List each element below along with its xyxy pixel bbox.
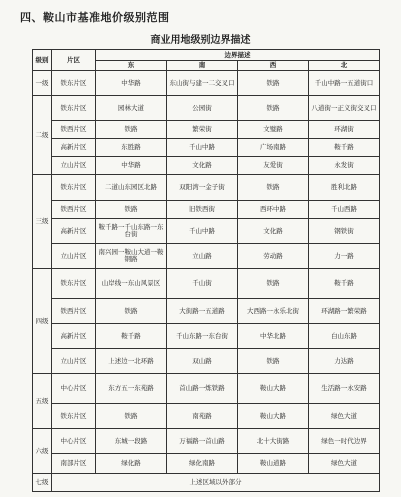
south-cell: 立山路: [167, 244, 238, 269]
district-cell: 立山片区: [52, 157, 96, 175]
level-cell: 一级: [33, 71, 52, 96]
south-cell: 绿化南路: [167, 454, 238, 474]
district-cell: 铁西片区: [52, 201, 96, 219]
east-cell: 东城一段路: [96, 429, 167, 454]
west-cell: 文璧路: [238, 121, 309, 139]
north-cell: 鞍千路: [309, 269, 380, 299]
west-cell: 铁路: [238, 96, 309, 121]
table-row: [33, 157, 380, 175]
east-cell: 铁路: [96, 201, 167, 219]
boundary-table: [32, 49, 380, 492]
east-cell: 东方五一东苑路: [96, 374, 167, 404]
table-row: [33, 201, 380, 219]
east-cell: 铁路: [96, 121, 167, 139]
district-cell: 立山片区: [52, 349, 96, 374]
table-row: [33, 404, 380, 429]
north-cell: 千山西路: [309, 201, 380, 219]
south-cell: 千山中路: [167, 219, 238, 244]
level-cell: 六级: [33, 429, 52, 474]
south-cell: 万福路一首山路: [167, 429, 238, 454]
west-cell: 鞍山道路: [238, 454, 309, 474]
level-cell: 七级: [33, 474, 52, 492]
north-cell: 胜利北路: [309, 175, 380, 201]
district-cell: 立山片区: [52, 244, 96, 269]
south-cell: 旧铁西街: [167, 201, 238, 219]
table-row: [33, 96, 380, 121]
west-cell: 大西路一永乐北街: [238, 299, 309, 324]
east-cell: 鞍千路: [96, 324, 167, 349]
east-cell: 铁路: [96, 299, 167, 324]
table-row: [33, 454, 380, 474]
east-cell: 山岸线一东山风景区: [96, 269, 167, 299]
table-row: [33, 324, 380, 349]
district-cell: 铁东片区: [52, 269, 96, 299]
north-cell: 环湖路一繁荣路: [309, 299, 380, 324]
table-row: [33, 374, 380, 404]
east-cell: 中华路: [96, 157, 167, 175]
west-cell: 铁路: [238, 349, 309, 374]
north-cell: 生活路一永安路: [309, 374, 380, 404]
west-cell: 劳动路: [238, 244, 309, 269]
west-cell: 铁路: [238, 175, 309, 201]
north-cell: 绿色一时代边界: [309, 429, 380, 454]
west-cell: 北十大街路: [238, 429, 309, 454]
south-cell: 千山东路一东台街: [167, 324, 238, 349]
header-west: 西: [238, 61, 309, 71]
west-cell: 鞍山大路: [238, 374, 309, 404]
west-cell: 文化路: [238, 219, 309, 244]
east-cell: 中华路: [96, 71, 167, 96]
south-cell: 文化路: [167, 157, 238, 175]
table-row: [33, 139, 380, 157]
east-cell: 鞍千路一千山东路一东台街: [96, 219, 167, 244]
east-cell: 绿化路: [96, 454, 167, 474]
table-row: [33, 474, 380, 492]
table-row: [33, 71, 380, 96]
district-cell: 铁东片区: [52, 404, 96, 429]
table-row: [33, 244, 380, 269]
south-cell: 双阳湾一金子街: [167, 175, 238, 201]
district-cell: 铁东片区: [52, 96, 96, 121]
district-cell: 南部片区: [52, 454, 96, 474]
district-cell: 高新片区: [52, 324, 96, 349]
south-cell: 大街路一五道路: [167, 299, 238, 324]
header-district: 片区: [52, 50, 96, 71]
district-cell: 铁东片区: [52, 71, 96, 96]
north-cell: 白山东路: [309, 324, 380, 349]
south-cell: 公园街: [167, 96, 238, 121]
north-cell: 环湖街: [309, 121, 380, 139]
level-cell: 四级: [33, 269, 52, 374]
north-cell: 钢铁街: [309, 219, 380, 244]
west-cell: 广场南路: [238, 139, 309, 157]
level-cell: 二级: [33, 96, 52, 175]
east-cell: 东胜路: [96, 139, 167, 157]
table-row: [33, 429, 380, 454]
west-cell: 铁路: [238, 71, 309, 96]
district-cell: 铁西片区: [52, 121, 96, 139]
header-north: 北: [309, 61, 380, 71]
header-south: 南: [167, 61, 238, 71]
east-cell: 铁路: [96, 404, 167, 429]
table-row: [33, 349, 380, 374]
north-cell: 千山中路一五道街口: [309, 71, 380, 96]
header-boundary: 边界描述: [96, 50, 380, 61]
west-cell: 友爱街: [238, 157, 309, 175]
east-cell: 二道山东园区北路: [96, 175, 167, 201]
south-cell: 首山路一炼铁路: [167, 374, 238, 404]
district-cell: 铁西片区: [52, 299, 96, 324]
north-cell: 永发街: [309, 157, 380, 175]
west-cell: 铁路: [238, 269, 309, 299]
table-row: [33, 219, 380, 244]
south-cell: 双山路: [167, 349, 238, 374]
table-row: [33, 175, 380, 201]
south-cell: 千山中路: [167, 139, 238, 157]
south-cell: 千山街: [167, 269, 238, 299]
district-cell: 高新片区: [52, 139, 96, 157]
header-level: 级别: [33, 50, 52, 71]
level-cell: 三级: [33, 175, 52, 269]
table-title: 商业用地级别边界描述: [150, 35, 251, 46]
north-cell: 力达路: [309, 349, 380, 374]
district-cell: 铁东片区: [52, 175, 96, 201]
south-cell: 南苑路: [167, 404, 238, 429]
table-row: [33, 269, 380, 299]
east-cell: 南兴园一鞍山大道一鞍钢路: [96, 244, 167, 269]
north-cell: 绿色大道: [309, 404, 380, 429]
table-row: [33, 121, 380, 139]
district-cell: 高新片区: [52, 219, 96, 244]
header-east: 东: [96, 61, 167, 71]
district-cell: 中心片区: [52, 429, 96, 454]
north-cell: 八道街一正义街交叉口: [309, 96, 380, 121]
east-cell: 园林大道: [96, 96, 167, 121]
boundary-span-cell: 上述区域以外部分: [52, 474, 380, 492]
section-title: 四、鞍山市基准地价级别范围: [20, 11, 170, 24]
north-cell: 绿色大道: [309, 454, 380, 474]
south-cell: 东山街与建一二交叉口: [167, 71, 238, 96]
north-cell: 力一路: [309, 244, 380, 269]
west-cell: 西环中路: [238, 201, 309, 219]
table-row: [33, 299, 380, 324]
level-cell: 五级: [33, 374, 52, 429]
north-cell: 鞍千路: [309, 139, 380, 157]
west-cell: 鞍山大路: [238, 404, 309, 429]
east-cell: 上述边一北环路: [96, 349, 167, 374]
district-cell: 中心片区: [52, 374, 96, 404]
south-cell: 繁荣街: [167, 121, 238, 139]
west-cell: 中华北路: [238, 324, 309, 349]
